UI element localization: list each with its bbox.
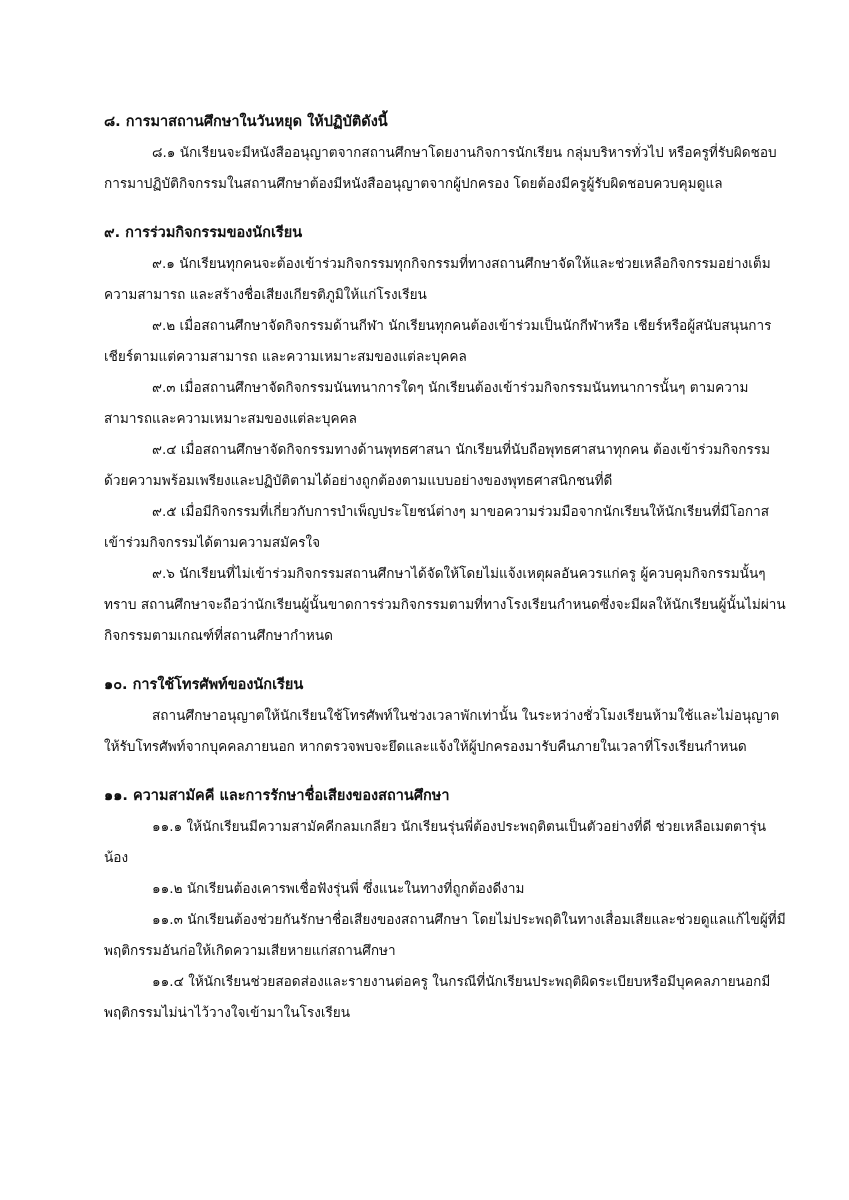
section-heading: ๘. การมาสถานศึกษาในวันหยุด ให้ปฏิบัติดังนี้ <box>104 114 388 130</box>
paragraph: ๙.๔ เมื่อสถานศึกษาจัดกิจกรรมทางด้านพุทธศาสนา นักเรียนที่นับถือพุทธศาสนาทุกคน ต้องเข้าร่วมกิจกรรมด้วยความพร้อมเพรียงและปฏิบัติตามได้อย่างถูกต้องตามแบบอย่างของพุทธศาสนิกชนที่ดี <box>104 442 771 489</box>
section-9 <box>104 217 789 652</box>
section-gap <box>104 200 789 217</box>
paragraph: สถานศึกษาอนุญาตให้นักเรียนใช้โทรศัพท์ในช่วงเวลาพักเท่านั้น ในระหว่างชั่วโมงเรียนห้ามใช้และไม่อนุญาตให้รับโทรศัพท์จากบุคคลภายนอก หากตรวจพบจะยึดและแจ้งให้ผู้ปกครองมารับคืนภายในเวลาที่โรงเรียนกำหนด <box>104 708 780 755</box>
paragraph: ๑๑.๑ ให้นักเรียนมีความสามัคคีกลมเกลียว นักเรียนรุ่นพี่ต้องประพฤติตนเป็นตัวอย่างที่ดี ช่วยเหลือเมตตารุ่นน้อง <box>104 819 767 866</box>
paragraph: ๘.๑ นักเรียนจะมีหนังสืออนุญาตจากสถานศึกษาโดยงานกิจการนักเรียน กลุ่มบริหารทั่วไป หรือครูที่รับผิดชอบ การมาปฏิบัติกิจกรรมในสถานศึกษาต้องมีหนังสืออนุญาตจากผู้ปกครอง โดยต้องมีครูผู้รับผิดชอบควบคุมดูแล <box>104 145 777 192</box>
paragraph: ๙.๒ เมื่อสถานศึกษาจัดกิจกรรมด้านกีฬา นักเรียนทุกคนต้องเข้าร่วมเป็นนักกีฬาหรือ เชียร์หรือผู้สนับสนุนการเชียร์ตามแต่ความสามารถ และความเหมาะสมของแต่ละบุคคล <box>104 318 772 365</box>
paragraph: ๙.๑ นักเรียนทุกคนจะต้องเข้าร่วมกิจกรรมทุกกิจกรรมที่ทางสถานศึกษาจัดให้และช่วยเหลือกิจกรรมอย่างเต็มความสามารถ และสร้างชื่อเสียงเกียรติภูมิให้แก่โรงเรียน <box>104 256 771 303</box>
section-heading: ๑๐. การใช้โทรศัพท์ของนักเรียน <box>104 677 304 693</box>
section-8 <box>104 106 789 200</box>
section-heading: ๙. การร่วมกิจกรรมของนักเรียน <box>104 225 303 241</box>
section-11 <box>104 780 789 1029</box>
section-gap <box>104 652 789 669</box>
section-heading: ๑๑. ความสามัคคี และการรักษาชื่อเสียงของสถานศึกษา <box>104 788 450 804</box>
paragraph: ๙.๕ เมื่อมีกิจกรรมที่เกี่ยวกับการบำเพ็ญประโยชน์ต่างๆ มาขอความร่วมมือจากนักเรียนให้นักเรียนที่มีโอกาสเข้าร่วมกิจกรรมได้ตามความสมัครใจ <box>104 504 770 551</box>
section-gap <box>104 763 789 780</box>
paragraph: ๙.๓ เมื่อสถานศึกษาจัดกิจกรรมนันทนาการใดๆ นักเรียนต้องเข้าร่วมกิจกรรมนันทนาการนั้นๆ ตามความสามารถและความเหมาะสมของแต่ละบุคคล <box>104 380 749 427</box>
paragraph: ๑๑.๓ นักเรียนต้องช่วยกันรักษาชื่อเสียงของสถานศึกษา โดยไม่ประพฤติในทางเสื่อมเสียและช่วยดูแลแก้ไขผู้ที่มีพฤติกรรมอันก่อให้เกิดความเสียหายแก่สถานศึกษา <box>104 912 786 959</box>
paragraph: ๙.๖ นักเรียนที่ไม่เข้าร่วมกิจกรรมสถานศึกษาได้จัดให้โดยไม่แจ้งเหตุผลอันควรแก่ครู ผู้ควบคุมกิจกรรมนั้นๆ ทราบ สถานศึกษาจะถือว่านักเรียนผู้นั้นขาดการร่วมกิจกรรมตามที่ทางโรงเรียนกำหนดซึ่งจะมีผลให้นักเรียนผู้นั้นไม่ผ่านกิจกรรมตามเกณฑ์ที่สถานศึกษากำหนด <box>104 566 786 644</box>
paragraph: ๑๑.๒ นักเรียนต้องเคารพเชื่อฟังรุ่นพี่ ซึ่งแนะในทางที่ถูกต้องดีงาม <box>152 881 525 897</box>
paragraph: ๑๑.๔ ให้นักเรียนช่วยสอดส่องและรายงานต่อครู ในกรณีที่นักเรียนประพฤติผิดระเบียบหรือมีบุคคลภายนอกมีพฤติกรรมไม่น่าไว้วางใจเข้ามาในโรงเรียน <box>104 974 771 1021</box>
section-10 <box>104 669 789 763</box>
